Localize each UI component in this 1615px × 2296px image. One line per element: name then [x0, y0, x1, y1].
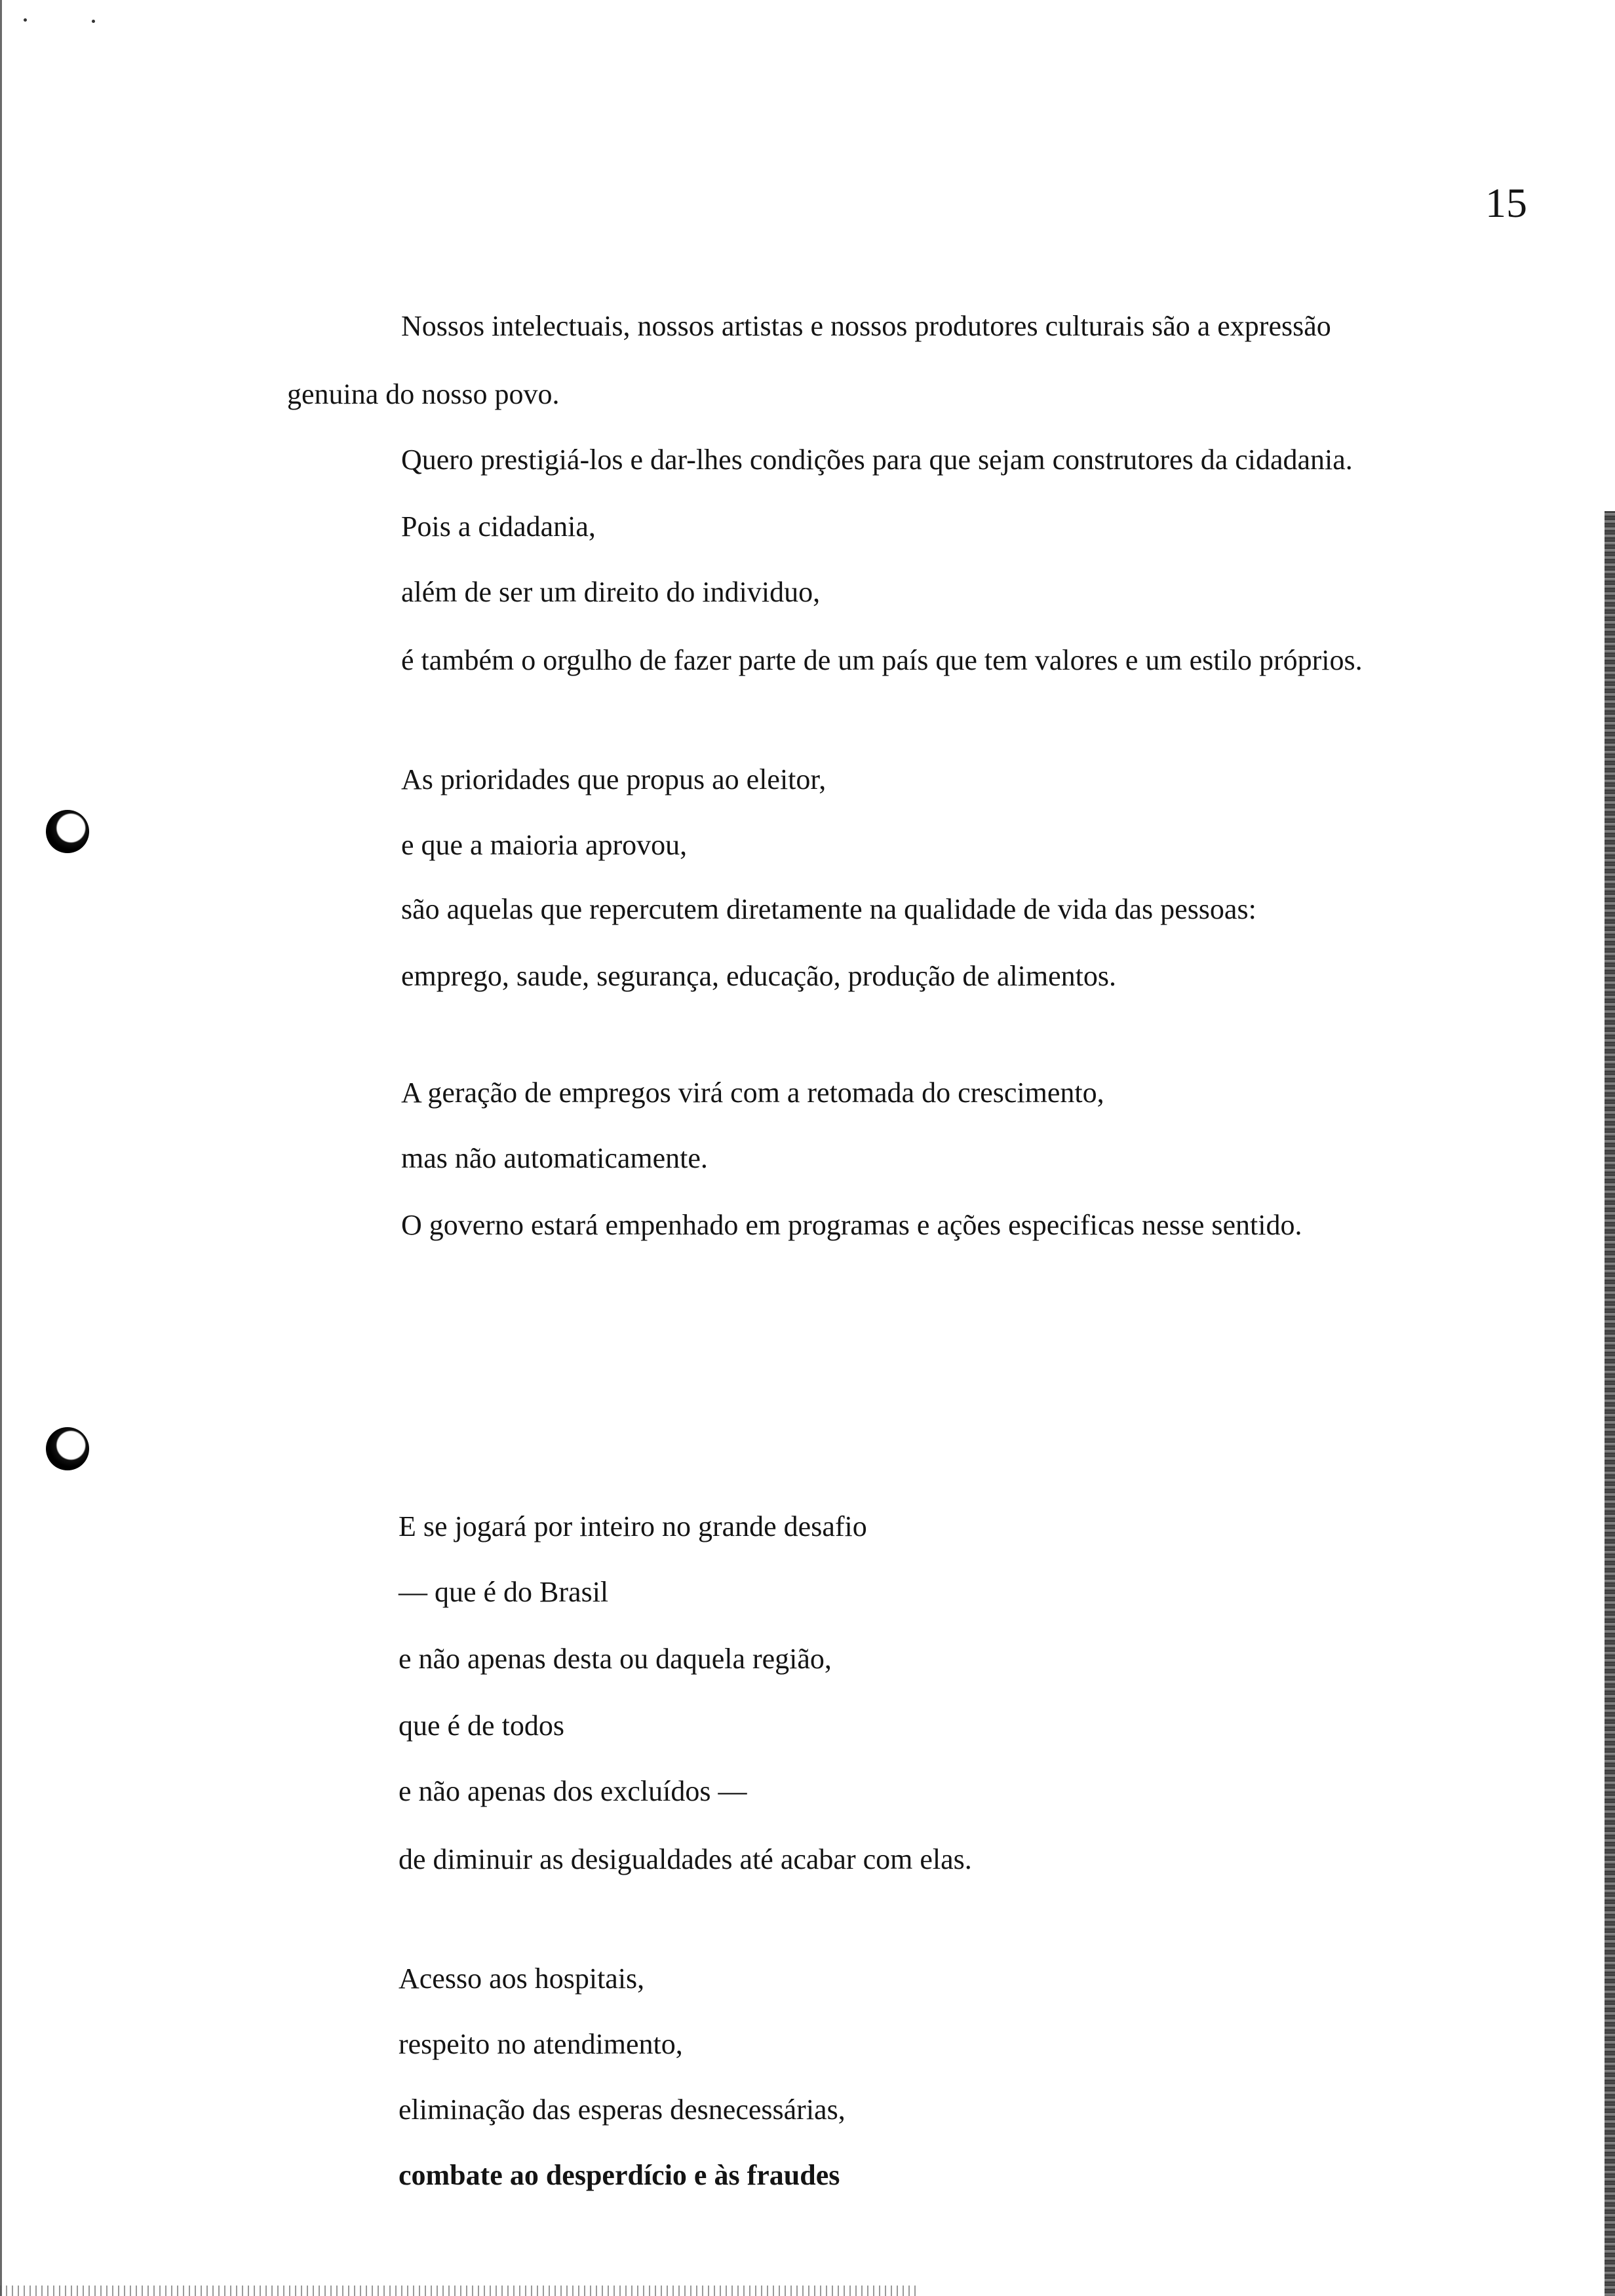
text-line: de diminuir as desigualdades até acabar com elas.	[399, 1843, 972, 1875]
text-line: As prioridades que propus ao eleitor,	[401, 763, 827, 795]
text-line: genuina do nosso povo.	[287, 378, 560, 410]
text-line: Nossos intelectuais, nossos artistas e nossos produtores culturais são a expressão	[401, 310, 1331, 342]
text-line: O governo estará empenhado em programas e ações especificas nesse sentido.	[401, 1209, 1302, 1241]
page-number: 15	[1485, 180, 1527, 226]
text-line: — que é do Brasil	[399, 1576, 609, 1608]
text-line: mas não automaticamente.	[401, 1142, 708, 1174]
scan-speck	[92, 20, 95, 23]
text-line: é também o orgulho de fazer parte de um país que tem valores e um estilo próprios.	[401, 644, 1363, 676]
punch-hole-icon	[46, 810, 89, 853]
text-line: e que a maioria aprovou,	[401, 829, 688, 861]
scan-speck	[24, 18, 27, 22]
text-line: combate ao desperdício e às fraudes	[399, 2159, 840, 2191]
text-line: eliminação das esperas desnecessárias,	[399, 2094, 846, 2126]
text-line: são aquelas que repercutem diretamente na qualidade de vida das pessoas:	[401, 893, 1256, 925]
text-line: além de ser um direito do individuo,	[401, 576, 821, 608]
text-line: emprego, saude, segurança, educação, produção de alimentos.	[401, 960, 1116, 992]
text-line: e não apenas desta ou daquela região,	[399, 1643, 832, 1675]
scan-left-border	[0, 0, 2, 2296]
text-line: Pois a cidadania,	[401, 510, 596, 543]
text-line: respeito no atendimento,	[399, 2028, 683, 2060]
text-line: que é de todos	[399, 1710, 564, 1742]
text-line: A geração de empregos virá com a retomada do crescimento,	[401, 1077, 1104, 1109]
text-line: Acesso aos hospitais,	[399, 1962, 645, 1995]
scan-right-edge	[1605, 511, 1615, 2296]
text-line: E se jogará por inteiro no grande desafio	[399, 1510, 867, 1542]
text-line: e não apenas dos excluídos —	[399, 1775, 747, 1807]
scan-bottom-edge	[0, 2286, 918, 2296]
punch-hole-icon	[46, 1427, 89, 1470]
text-line: Quero prestigiá-los e dar-lhes condições para que sejam construtores da cidadania.	[401, 444, 1353, 476]
